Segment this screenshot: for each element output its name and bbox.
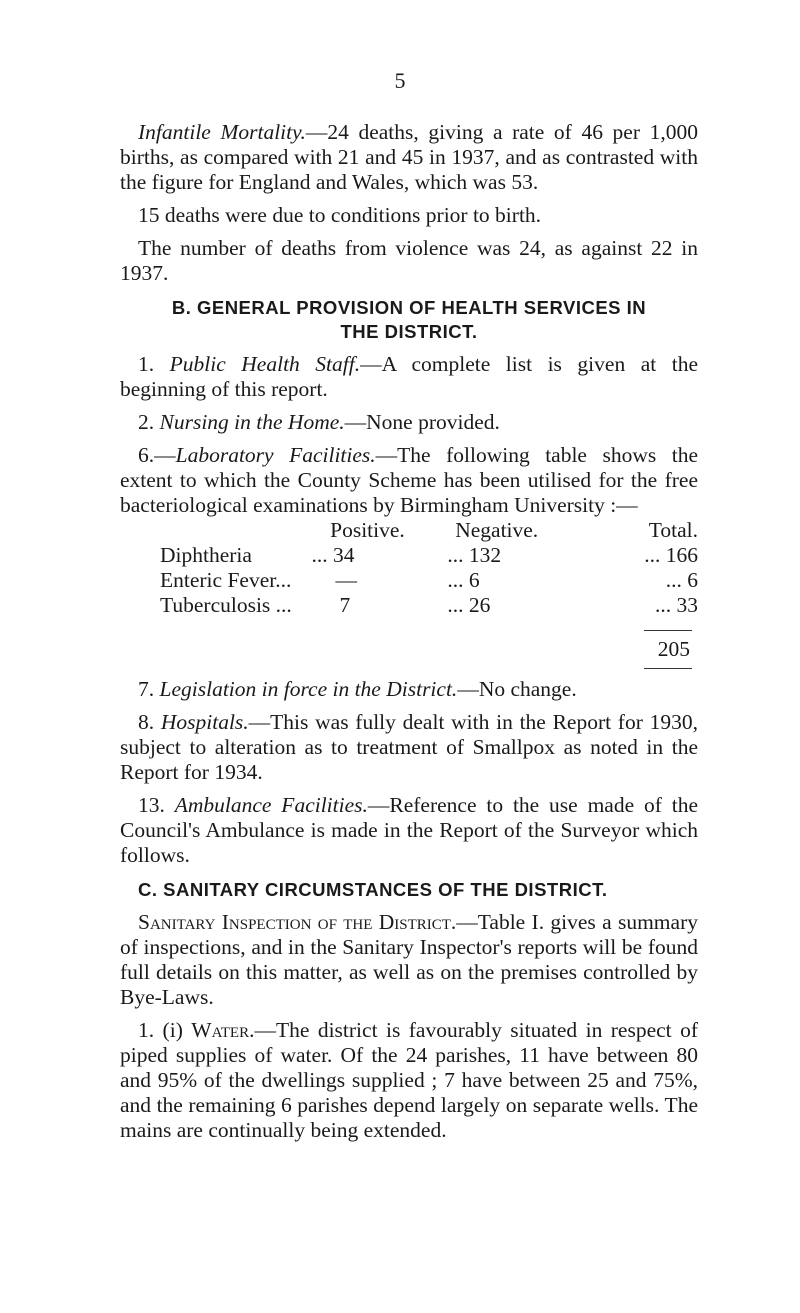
header-cell: Negative. xyxy=(455,518,539,542)
table-rule-bottom xyxy=(644,668,692,669)
item-8-title: Hospitals. xyxy=(160,710,249,734)
item-13-text: —Reference to the use made of the Council's Ambulance is made in the Report of the Surveyor which follows. xyxy=(120,793,699,867)
table-cell: ... 6 xyxy=(447,568,480,592)
header-cell xyxy=(160,518,312,543)
sanitary-inspection-text: —Table I. gives a summary of inspections, and in the Sanitary Inspector's reports will be found full details on this matter, as well as on the premises controlled by Bye-Laws. xyxy=(120,910,698,1009)
table-row xyxy=(160,543,698,568)
header-cell: Positive. xyxy=(330,518,405,542)
water-text: —The district is favourably situated in respect of piped supplies of water. Of the 24 parishes, 11 have between 80 and 95% of the dwellings supplied ; 7 have between 25 and 75%, and the remaining 6 parishes depend largely on separate wells. The mains are continually being extended. xyxy=(120,1018,698,1142)
table-cell: ... 132 xyxy=(447,543,502,567)
page-number: 5 xyxy=(394,68,406,93)
table-row xyxy=(160,593,698,618)
sanitary-inspection-lead: Sanitary Inspection of the District. xyxy=(138,910,457,934)
prenatal-deaths-paragraph: 15 deaths were due to conditions prior to birth. xyxy=(138,203,542,227)
item-13-number: 13. xyxy=(138,793,165,817)
item-6-text: —The following table shows the extent to which the County Scheme has been utilised for the free bacteriological examinations by Birmingham University :— xyxy=(120,443,699,517)
item-7-title: Legislation in force in the District. xyxy=(159,677,458,701)
item-7-text: —No change. xyxy=(457,677,577,701)
item-2-paragraph xyxy=(120,410,698,435)
item-8-text: —This was fully dealt with in the Report for 1930, subject to alteration as to treatment of Smallpox as noted in the Report for 1934. xyxy=(120,710,698,784)
table-cell: Tuberculosis ... xyxy=(160,593,292,617)
item-1-text: —A complete list is given at the beginning of this report. xyxy=(120,352,698,401)
section-b-heading-line1: B. GENERAL PROVISION OF HEALTH SERVICES IN xyxy=(171,297,647,318)
item-6-paragraph xyxy=(120,443,698,518)
grand-total: 205 xyxy=(657,637,690,661)
infant-mortality-paragraph xyxy=(120,120,698,195)
table-cell: 7 xyxy=(339,593,351,617)
table-cell: Enteric Fever... xyxy=(160,568,292,592)
page-body xyxy=(120,120,698,1151)
item-13-paragraph xyxy=(120,793,698,868)
table-cell: ... 166 xyxy=(644,543,698,567)
item-13-title: Ambulance Facilities. xyxy=(174,793,368,817)
water-lead: Water. xyxy=(191,1018,255,1042)
table-rule-top xyxy=(644,630,692,631)
table-cell: ... 34 xyxy=(311,543,355,567)
table-cell: — xyxy=(335,568,357,592)
item-7-number: 7. xyxy=(138,677,155,701)
item-6-title: Laboratory Facilities. xyxy=(175,443,376,467)
item-6-number: 6.— xyxy=(138,443,176,467)
violence-deaths-paragraph: The number of deaths from violence was 24, as against 22 in 1937. xyxy=(120,236,698,285)
table-cell: Diphtheria xyxy=(160,543,252,567)
sanitary-inspection-paragraph xyxy=(120,910,698,1010)
table-row xyxy=(160,568,698,593)
item-2-title: Nursing in the Home. xyxy=(159,410,345,434)
table-cell: ... 26 xyxy=(447,593,491,617)
section-b-heading-line2: THE DISTRICT. xyxy=(340,321,478,342)
item-2-number: 2. xyxy=(138,410,155,434)
item-8-paragraph xyxy=(120,710,698,785)
item-2-text: —None provided. xyxy=(344,410,500,434)
infant-mortality-text: —24 deaths, giving a rate of 46 per 1,000 births, as compared with 21 and 45 in 1937, and as contrasted with the figure for England and Wales, which was 53. xyxy=(120,120,698,194)
table-cell: ... 6 xyxy=(665,568,698,592)
item-1-number: 1. xyxy=(138,352,155,376)
item-1-paragraph xyxy=(120,352,698,402)
item-7-paragraph xyxy=(120,677,698,702)
laboratory-table-header xyxy=(160,518,698,543)
water-number: 1. (i) xyxy=(138,1018,183,1042)
infant-mortality-title: Infantile Mortality. xyxy=(138,120,306,144)
table-cell: ... 33 xyxy=(655,593,698,617)
laboratory-table xyxy=(160,518,698,618)
water-paragraph xyxy=(120,1018,698,1143)
item-1-title: Public Health Staff. xyxy=(169,352,361,376)
item-8-number: 8. xyxy=(138,710,155,734)
section-c-heading: C. SANITARY CIRCUMSTANCES OF THE DISTRICT. xyxy=(138,879,608,900)
section-b-heading xyxy=(120,296,698,344)
header-cell: Total. xyxy=(648,518,698,542)
